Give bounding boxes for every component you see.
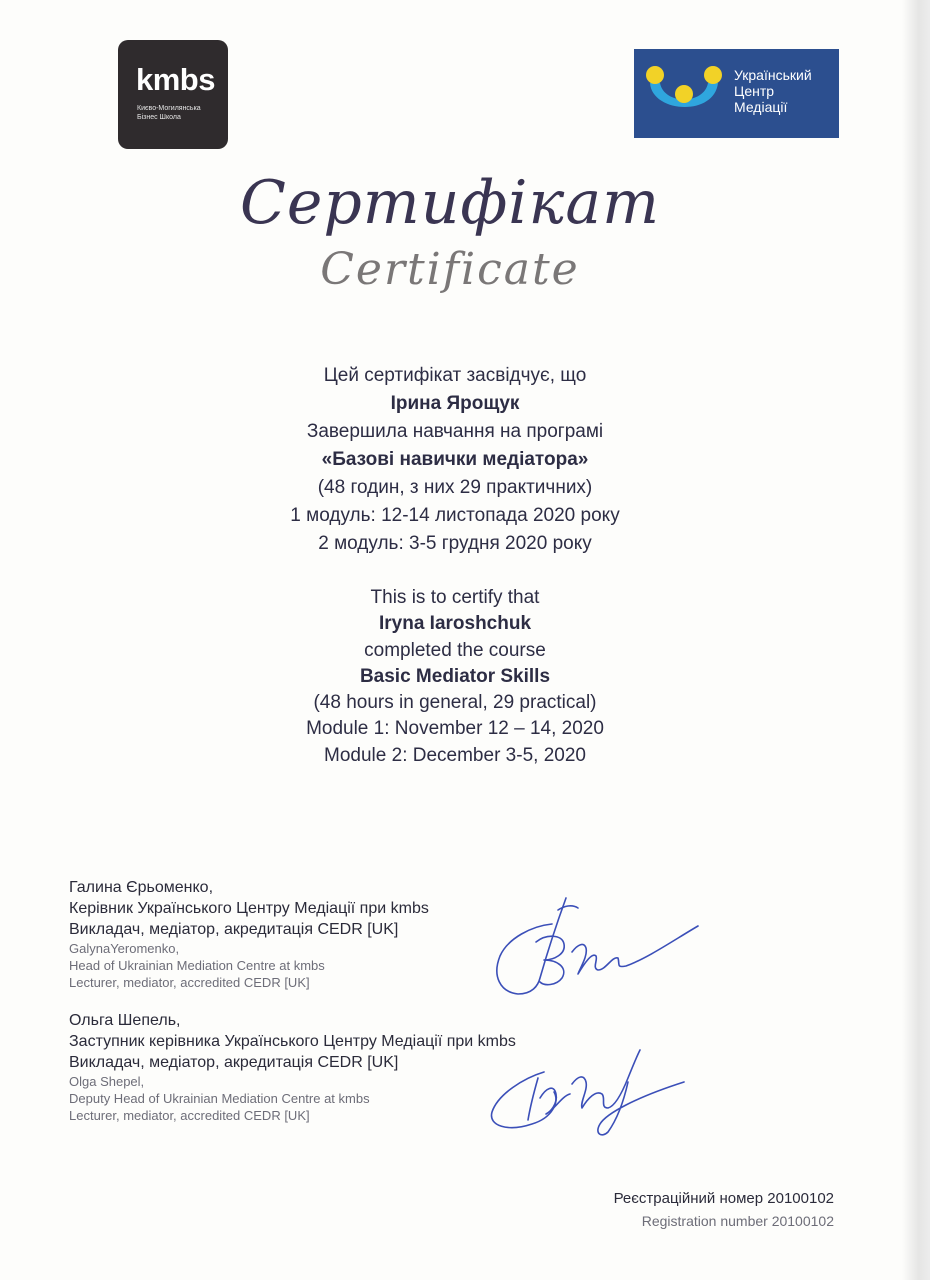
signatory-name-ua: Галина Єрьоменко, [69,879,214,896]
kmbs-subtitle [137,104,201,122]
kmbs-wordmark: kmbs [136,62,215,97]
recipient-name-ua: Ірина Ярощук [390,393,520,414]
signatory-name-ua: Ольга Шепель, [69,1012,181,1029]
program-name-ua: «Базові навички медіатора» [321,449,589,470]
signatory-role-ua: Заступник керівника Українського Центру Медіації при kmbs [69,1033,516,1050]
kmbs-subtitle-line1: Києво-Могилянська [137,105,201,112]
signatory-title-ua: Викладач, медіатор, акредитація CEDR [UK] [69,1054,399,1071]
module1-en: Module 1: November 12 – 14, 2020 [306,718,604,740]
signatory-role-ua: Керівник Українського Центру Медіації при kmbs [69,900,429,917]
signatory-name-en: Olga Shepel, [69,1074,145,1089]
page-edge [902,0,930,1280]
program-name-en: Basic Mediator Skills [359,665,551,687]
ucm-logo-text [734,67,812,115]
certificate-title-en: Certificate [320,244,580,295]
ucm-logo [634,49,839,138]
signatory-title-en: Lecturer, mediator, accredited CEDR [UK] [69,1108,310,1123]
module1-ua: 1 модуль: 12-14 листопада 2020 року [290,505,620,526]
registration-number-ua: Реєстраційний номер 20100102 [613,1190,834,1207]
ucm-line3: Медіації [734,99,788,115]
signatory-name-en: GalynaYeromenko, [69,941,180,956]
hours-ua: (48 годин, з них 29 практичних) [317,477,593,498]
signature-shepel [484,1038,704,1138]
registration-number-en: Registration number 20100102 [641,1213,834,1229]
ucm-line1: Український [734,67,812,83]
ucm-emblem-icon [644,61,728,127]
signatory-role-en: Head of Ukrainian Mediation Centre at kmbs [69,958,325,973]
module2-en: Module 2: December 3-5, 2020 [324,744,586,766]
certificate-body-ua [155,362,755,558]
module2-ua: 2 модуль: 3-5 грудня 2020 року [318,533,592,554]
completed-ua: Завершила навчання на програмі [306,421,604,442]
intro-en: This is to certify that [370,587,540,608]
recipient-name-en: Iryna Iaroshchuk [378,613,532,635]
signatory-title-ua: Викладач, медіатор, акредитація CEDR [UK] [69,921,399,938]
signatory-title-en: Lecturer, mediator, accredited CEDR [UK] [69,975,310,990]
intro-ua: Цей сертифікат засвідчує, що [323,365,587,386]
kmbs-subtitle-line2: Бізнес Школа [137,114,181,121]
ucm-line2: Центр [734,83,775,99]
certificate-title-ua: Сертифікат [239,168,660,238]
signatory-role-en: Deputy Head of Ukrainian Mediation Centre at kmbs [69,1091,370,1106]
certificate-body-en [155,585,755,769]
signature-yeromenko [488,890,708,1000]
completed-en: completed the course [364,639,546,661]
kmbs-logo [118,40,228,149]
hours-en: (48 hours in general, 29 practical) [313,692,597,714]
